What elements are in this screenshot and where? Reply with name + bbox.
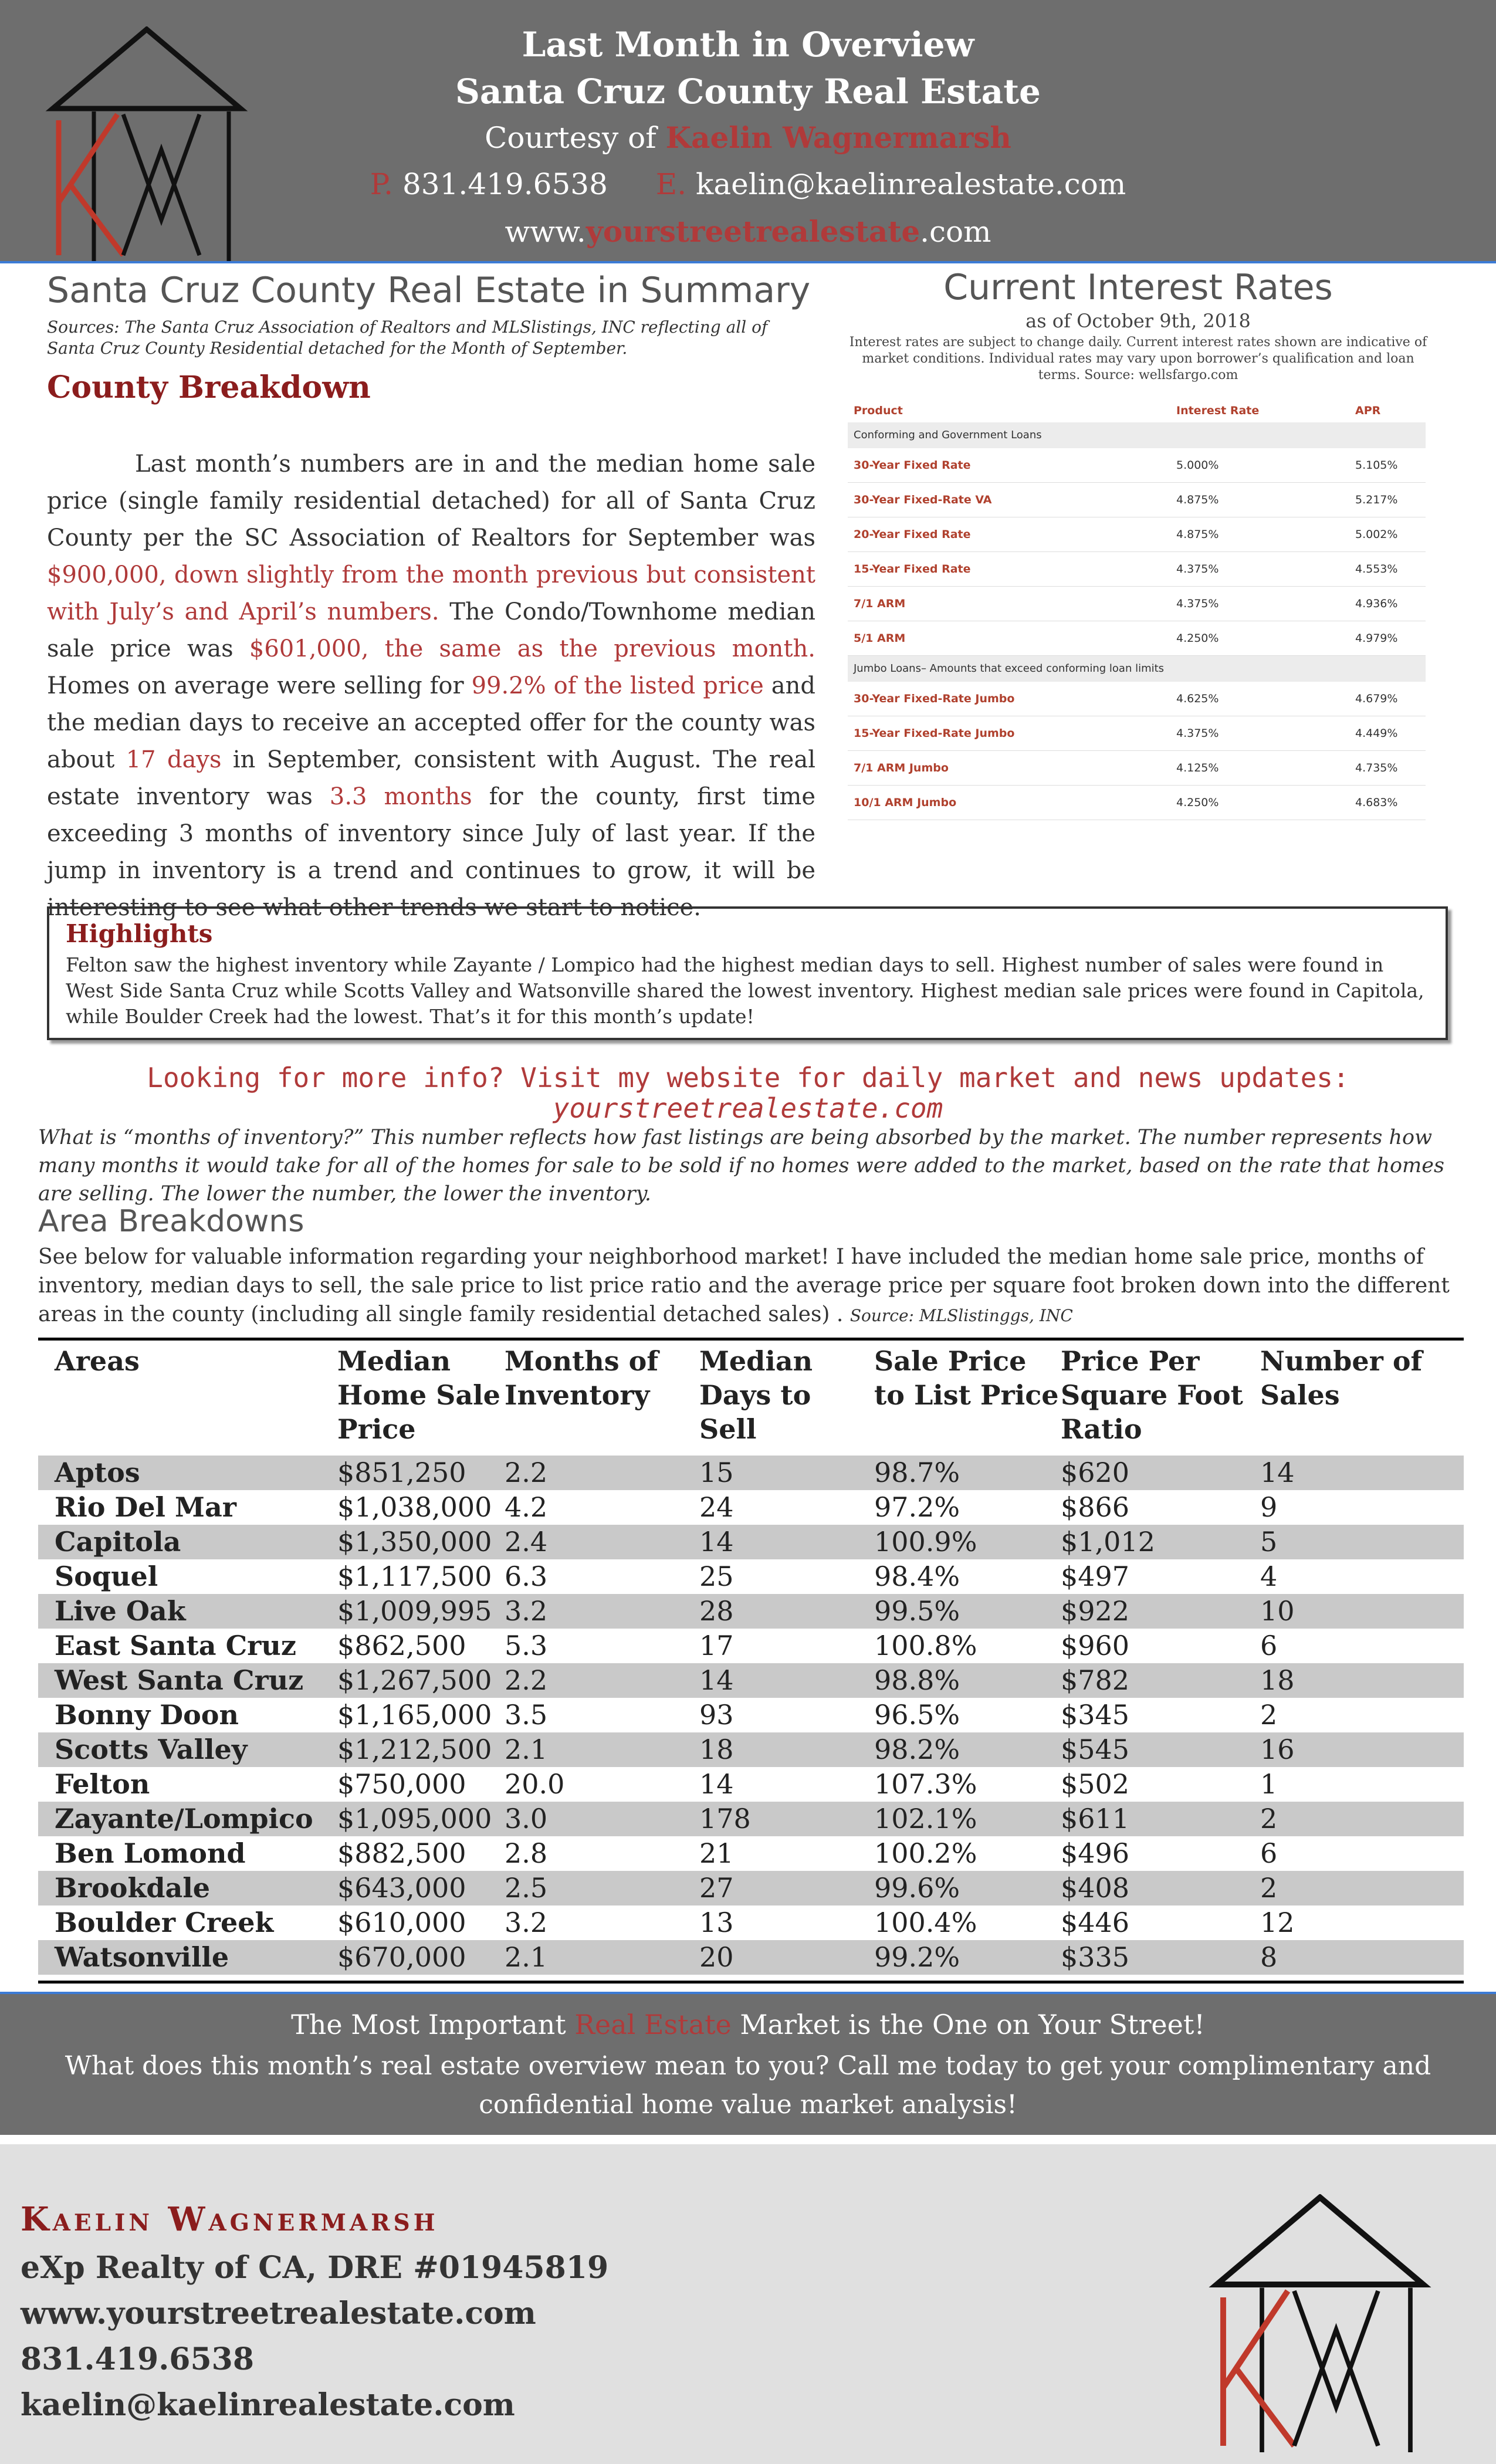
rate-rate: 4.875% [1176,528,1219,541]
para-highlight-3: 99.2% of the listed price [471,672,764,699]
rate-apr: 4.449% [1355,727,1398,740]
header-email[interactable]: kaelin@kaelinrealestate.com [696,167,1126,201]
rate-rate: 4.875% [1176,493,1219,506]
rate-row [848,552,1426,587]
table-cell: $335 [1061,1941,1130,1973]
table-cell: 25 [699,1561,734,1592]
para-text-5: in September, consistent with August. The real estate inventory was [47,746,815,810]
rate-product: 7/1 ARM [854,597,906,610]
table-cell: $782 [1061,1664,1130,1696]
table-row [38,1940,1464,1975]
table-cell: 2.5 [505,1872,548,1904]
table-cell: 18 [1260,1664,1295,1696]
table-cell: 16 [1260,1734,1295,1765]
table-cell: 3.2 [505,1907,548,1938]
table-cell: 21 [699,1837,734,1869]
table-cell: 9 [1260,1491,1278,1523]
rates-col-product: Product [854,404,903,417]
courtesy-prefix: Courtesy of [485,121,666,155]
table-cell: 102.1% [874,1803,977,1835]
table-cell: 3.5 [505,1699,548,1731]
rate-rate: 4.250% [1176,796,1219,809]
para-text-3: Homes on average were selling for [47,672,472,699]
table-row [38,1559,1464,1594]
rates-header [848,399,1426,422]
col-median-price: Median Home Sale Price [337,1345,500,1445]
table-cell: $610,000 [337,1907,466,1938]
rate-apr: 4.553% [1355,563,1398,576]
email-label: E. [655,167,687,201]
rates-col-apr: APR [1355,404,1381,417]
rate-row [848,517,1426,552]
table-cell: 20 [699,1941,734,1973]
table-cell: $611 [1061,1803,1130,1835]
table-cell: $862,500 [337,1630,466,1661]
table-row [38,1871,1464,1905]
highlights-text: Felton saw the highest inventory while Zayante / Lompico had the highest median days to sell. Highest number of sales were found in West Side Santa Cruz while Scotts Valley and Watsonville shared the lowest inventory. Highest median sale prices were found in Capitola, while Boulder Creek had the lowest. That’s it for this month’s update! [66,953,1424,1028]
rate-rate: 4.125% [1176,761,1219,774]
rate-apr: 4.735% [1355,761,1398,774]
cta-pre: The Most Important [291,2009,575,2040]
header-banner [0,0,1496,263]
rates-date: as of October 9th, 2018 [1025,310,1251,332]
table-cell: 6.3 [505,1561,548,1592]
area-table-body [38,1456,1464,1975]
table-cell: Brookdale [55,1872,211,1904]
table-cell: 93 [699,1699,734,1731]
table-cell: 97.2% [874,1491,960,1523]
table-cell: 13 [699,1907,734,1938]
rate-product: 15-Year Fixed Rate [854,563,971,576]
web-prefix: www. [505,215,586,249]
table-cell: 2 [1260,1803,1278,1835]
rate-rate: 4.625% [1176,692,1219,705]
rate-apr: 4.683% [1355,796,1398,809]
table-cell: 2 [1260,1872,1278,1904]
table-row [38,1456,1464,1490]
table-cell: 99.6% [874,1872,960,1904]
table-cell: 100.9% [874,1526,977,1558]
table-cell: 14 [1260,1457,1295,1488]
table-cell: 3.2 [505,1595,548,1627]
para-highlight-5: 3.3 months [329,783,472,810]
table-cell: $446 [1061,1907,1130,1938]
table-cell: 10 [1260,1595,1295,1627]
rates-note: Interest rates are subject to change daily. Current interest rates shown are indicative of market conditions. Individual rates may vary upon borrower’s qualification and loan terms. Source: wellsfargo.com [849,335,1427,383]
table-cell: $922 [1061,1595,1130,1627]
kw-logo-footer [1197,2194,1443,2452]
table-cell: 28 [699,1595,734,1627]
table-cell: 18 [699,1734,734,1765]
table-cell: Boulder Creek [55,1907,274,1938]
table-cell: 98.8% [874,1664,960,1696]
rate-rate: 5.000% [1176,459,1219,472]
rate-product: 15-Year Fixed-Rate Jumbo [854,727,1015,740]
rate-apr: 5.105% [1355,459,1398,472]
table-cell: 3.0 [505,1803,548,1835]
table-cell: $866 [1061,1491,1130,1523]
table-cell: 107.3% [874,1768,977,1800]
table-cell: 17 [699,1630,734,1661]
table-row [38,1802,1464,1836]
table-cell: 6 [1260,1837,1278,1869]
table-cell: Zayante/Lompico [55,1803,313,1835]
agent-email[interactable]: kaelin@kaelinrealestate.com [21,2387,515,2423]
rates-table [848,399,1426,820]
table-cell: 24 [699,1491,734,1523]
table-cell: $1,117,500 [337,1561,492,1592]
cta-line-2: What does this month’s real estate overview mean to you? Call me today to get your complimentary and confidential home value market analysis! [65,2051,1431,2120]
rate-apr: 4.979% [1355,632,1398,645]
area-breakdowns-text [38,1243,1458,1330]
col-number-sales: Number of Sales [1260,1345,1423,1411]
web-suffix: .com [920,215,991,249]
rates-section-conforming: Conforming and Government Loans [848,422,1426,448]
table-cell: 14 [699,1664,734,1696]
header-website[interactable] [0,214,1496,249]
header-title-2: Santa Cruz County Real Estate [455,72,1041,111]
table-cell: 20.0 [505,1768,565,1800]
cta-band [0,1992,1496,2135]
table-cell: West Santa Cruz [55,1664,304,1696]
table-cell: Watsonville [55,1941,229,1973]
para-text-4: and the median days to receive an accepted offer for the county was about [47,672,815,773]
highlights-title: Highlights [66,919,213,948]
courtesy-name: Kaelin Wagnermarsh [665,120,1011,155]
table-cell: 2.1 [505,1941,548,1973]
table-row [38,1594,1464,1629]
para-highlight-1: $900,000, down slightly from the month previous but consistent with July’s and April’s numbers. [47,561,815,625]
county-breakdown-paragraph [47,446,815,926]
rates-section-jumbo: Jumbo Loans– Amounts that exceed conforming loan limits [848,656,1426,682]
table-cell: 2.2 [505,1664,548,1696]
para-text-1: Last month’s numbers are in and the median home sale price (single family residential detached) for all of Santa Cruz County per the SC Association of Realtors for September was [47,451,815,551]
rate-product: 5/1 ARM [854,632,906,645]
header-phone[interactable]: 831.419.6538 [402,167,608,201]
more-info-website[interactable]: yourstreetrealestate.com [553,1092,943,1124]
highlights-box [47,906,1448,1040]
table-cell: 2.4 [505,1526,548,1558]
courtesy-line [0,120,1496,155]
para-highlight-2: $601,000, the same as the previous month. [249,635,815,662]
table-cell: $1,038,000 [337,1491,492,1523]
table-cell: $496 [1061,1837,1130,1869]
rate-row [848,621,1426,656]
table-cell: $1,267,500 [337,1664,492,1696]
rate-row [848,448,1426,483]
area-source: Source: MLSlistinggs, INC [849,1306,1073,1325]
para-highlight-4: 17 days [126,746,222,773]
table-cell: 2.1 [505,1734,548,1765]
table-cell: $1,165,000 [337,1699,492,1731]
rate-rate: 4.375% [1176,563,1219,576]
table-cell: 100.2% [874,1837,977,1869]
table-row [38,1525,1464,1559]
rate-rate: 4.375% [1176,597,1219,610]
table-cell: 98.7% [874,1457,960,1488]
cta-line-1 [0,2009,1496,2040]
col-median-days: Median Days to Sell [699,1345,813,1445]
table-row [38,1629,1464,1663]
table-cell: $882,500 [337,1837,466,1869]
table-row [38,1732,1464,1767]
table-cell: 4 [1260,1561,1278,1592]
agent-company: eXp Realty of CA, DRE #01945819 [21,2250,609,2286]
cta-red: Real Estate [574,2009,732,2040]
table-cell: Aptos [55,1457,140,1488]
table-cell: 6 [1260,1630,1278,1661]
col-sale-to-list: Sale Price to List Price [874,1345,1059,1411]
agent-website[interactable]: www.yourstreetrealestate.com [21,2296,536,2331]
area-text-body: See below for valuable information regarding your neighborhood market! I have included the median home sale price, months of inventory, median days to sell, the sale price to list price ratio and the average price per square foot broken down into the different areas in the county (including all single family residential detached sales) . [38,1245,1450,1326]
table-cell: 1 [1260,1768,1278,1800]
county-breakdown-heading: County Breakdown [47,370,371,405]
table-cell: 5.3 [505,1630,548,1661]
area-table [38,1338,1464,1984]
table-cell: Scotts Valley [55,1734,248,1765]
table-cell: 5 [1260,1526,1278,1558]
rate-row [848,587,1426,621]
table-row [38,1490,1464,1525]
col-areas: Areas [55,1345,140,1377]
table-cell: 100.8% [874,1630,977,1661]
table-cell: $1,212,500 [337,1734,492,1765]
table-cell: Ben Lomond [55,1837,246,1869]
rate-row [848,483,1426,517]
para-text-6: for the county, first time exceeding 3 months of inventory since July of last year. If the jump in inventory is a trend and continues to grow, it will be interesting to see what other trends we start to notice. [47,783,815,921]
table-cell: $960 [1061,1630,1130,1661]
table-row [38,1836,1464,1871]
more-info-line: Looking for more info? Visit my website for daily market and news updates: [147,1062,1349,1094]
table-cell: $620 [1061,1457,1130,1488]
table-cell: Felton [55,1768,150,1800]
table-cell: 8 [1260,1941,1278,1973]
table-cell: $1,095,000 [337,1803,492,1835]
table-cell: $851,250 [337,1457,466,1488]
rate-row [848,716,1426,751]
table-cell: 178 [699,1803,751,1835]
summary-title: Santa Cruz County Real Estate in Summary [47,270,811,311]
rate-rate: 4.250% [1176,632,1219,645]
table-cell: $750,000 [337,1768,466,1800]
rate-product: 7/1 ARM Jumbo [854,761,949,774]
table-row [38,1663,1464,1698]
para-text-2: The Condo/Townhome median sale price was [47,598,815,662]
table-cell: $502 [1061,1768,1130,1800]
rate-row [848,786,1426,820]
table-cell: 98.4% [874,1561,960,1592]
table-cell: 98.2% [874,1734,960,1765]
web-name: yourstreetrealestate [585,214,920,249]
table-row [38,1767,1464,1802]
table-cell: Rio Del Mar [55,1491,237,1523]
table-cell: 2.8 [505,1837,548,1869]
rate-apr: 5.217% [1355,493,1398,506]
rate-product: 30-Year Fixed-Rate VA [854,493,992,506]
table-cell: $643,000 [337,1872,466,1904]
table-cell: 15 [699,1457,734,1488]
table-cell: $545 [1061,1734,1130,1765]
area-table-header [38,1341,1464,1456]
header-title-1: Last Month in Overview [522,25,974,65]
table-cell: 99.2% [874,1941,960,1973]
col-price-sqft: Price Per Square Foot Ratio [1061,1345,1243,1445]
cta-post: Market is the One on Your Street! [731,2009,1205,2040]
table-cell: $1,350,000 [337,1526,492,1558]
table-cell: $497 [1061,1561,1130,1592]
col-months-inventory: Months of Inventory [505,1345,659,1411]
table-cell: 14 [699,1526,734,1558]
table-cell: 12 [1260,1907,1295,1938]
table-cell: 14 [699,1768,734,1800]
table-cell: Soquel [55,1561,158,1592]
table-cell: $345 [1061,1699,1130,1731]
rate-row [848,751,1426,786]
table-cell: Live Oak [55,1595,186,1627]
table-cell: 4.2 [505,1491,548,1523]
table-cell: 99.5% [874,1595,960,1627]
rate-row [848,682,1426,716]
agent-name: Kaelin Wagnermarsh [21,2200,439,2239]
table-cell: Capitola [55,1526,181,1558]
table-cell: 2.2 [505,1457,548,1488]
rate-apr: 4.679% [1355,692,1398,705]
months-inventory-explainer: What is “months of inventory?” This number reflects how fast listings are being absorbed by the market. The number represents how many months it would take for all of the homes for sale to be sold if no homes were added to the market, based on the rate that homes are selling. The lower the number, the lower the inventory. [38,1126,1444,1206]
table-cell: $408 [1061,1872,1130,1904]
rate-product: 10/1 ARM Jumbo [854,796,957,809]
table-row [38,1698,1464,1732]
rates-col-rate: Interest Rate [1176,404,1260,417]
area-breakdowns-title: Area Breakdowns [38,1204,304,1239]
table-cell: 100.4% [874,1907,977,1938]
summary-sources: Sources: The Santa Cruz Association of Realtors and MLSlistings, INC reflecting all of Santa Cruz County Residential detached for the Month of September. [47,317,768,358]
rate-apr: 5.002% [1355,528,1398,541]
table-cell: $1,009,995 [337,1595,492,1627]
table-cell: 27 [699,1872,734,1904]
rate-rate: 4.375% [1176,727,1219,740]
rate-product: 20-Year Fixed Rate [854,528,971,541]
rate-apr: 4.936% [1355,597,1398,610]
contact-line [0,167,1496,201]
table-cell: $670,000 [337,1941,466,1973]
table-cell: 96.5% [874,1699,960,1731]
table-row [38,1905,1464,1940]
rate-product: 30-Year Fixed Rate [854,459,971,472]
table-cell: East Santa Cruz [55,1630,296,1661]
agent-phone[interactable]: 831.419.6538 [21,2341,255,2377]
table-cell: $1,012 [1061,1526,1155,1558]
rate-product: 30-Year Fixed-Rate Jumbo [854,692,1015,705]
phone-label: P. [370,167,394,201]
table-cell: Bonny Doon [55,1699,239,1731]
table-cell: 2 [1260,1699,1278,1731]
rates-title: Current Interest Rates [943,267,1333,308]
